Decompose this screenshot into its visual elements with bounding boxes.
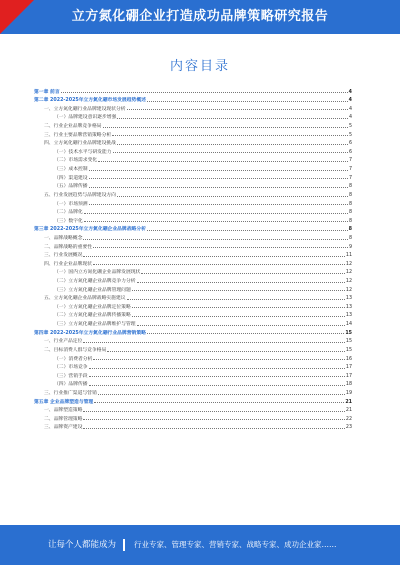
toc-leader-dots <box>89 187 348 188</box>
toc-leader-dots <box>147 101 348 102</box>
toc-entry-title: （二）立方氮化硼企业品牌竞争力分析 <box>54 279 136 285</box>
toc-leader-dots <box>83 411 345 412</box>
toc-entry[interactable] <box>34 284 352 293</box>
toc-page-number: 8 <box>348 227 352 233</box>
toc-entry-title: 三、品牌资产建设 <box>44 425 83 431</box>
toc-page-number: 13 <box>345 304 352 310</box>
toc-page-number: 4 <box>348 89 352 95</box>
toc-page-number: 17 <box>345 373 352 379</box>
toc-entry[interactable] <box>34 250 352 259</box>
toc-entry-title: 三、行业主要品牌营销策略分析 <box>44 132 112 138</box>
toc-page-number: 4 <box>348 115 352 121</box>
toc-page-number: 13 <box>345 313 352 319</box>
toc-entry[interactable] <box>34 353 352 362</box>
toc-leader-dots <box>103 127 348 128</box>
toc-entry-title: 第一章 前言 <box>34 89 60 95</box>
toc-leader-dots <box>84 221 348 222</box>
toc-entry-title: 二、目标消费人群与竞争格局 <box>44 347 107 353</box>
toc-leader-dots <box>132 316 345 317</box>
toc-page-number: 11 <box>345 253 352 259</box>
toc-page-number: 7 <box>348 158 352 164</box>
footer-tagline: 行业专家、管理专家、营销专家、战略专家、成功企业家…… <box>134 540 337 549</box>
toc-page-number: 9 <box>348 244 352 250</box>
toc-entry-title: 二、品牌战略的重要性 <box>44 244 92 250</box>
toc-entry[interactable] <box>34 301 352 310</box>
toc-entry[interactable] <box>34 344 352 353</box>
toc-entry[interactable] <box>34 379 352 388</box>
toc-page-number: 22 <box>345 416 352 422</box>
toc-leader-dots <box>83 256 345 257</box>
toc-page-number: 8 <box>348 235 352 241</box>
toc-entry[interactable] <box>34 103 352 112</box>
toc-entry-title: 一、品牌塑造策略 <box>44 408 83 414</box>
toc-leader-dots <box>127 299 345 300</box>
toc-leader-dots <box>107 351 345 352</box>
toc-page-number: 23 <box>345 425 352 431</box>
toc-leader-dots <box>93 264 345 265</box>
toc-entry[interactable] <box>34 241 352 250</box>
footer-lead-text: 让每个人都能成为 <box>48 540 117 550</box>
toc-heading: 内容目录 <box>169 59 230 74</box>
toc-entry[interactable] <box>34 95 352 104</box>
toc-entry-title: （一）市场预测 <box>54 201 88 207</box>
toc-entry-title: 一、行业产品定位 <box>44 339 83 345</box>
toc-entry-title: 一、立方氮化硼行业品牌建设现状分析 <box>44 106 126 112</box>
toc-leader-dots <box>93 247 348 248</box>
toc-entry-title: （三）数字化 <box>54 218 83 224</box>
toc-entry[interactable] <box>34 138 352 147</box>
toc-leader-dots <box>132 290 345 291</box>
toc-page-number: 8 <box>348 192 352 198</box>
toc-leader-dots <box>147 333 344 334</box>
toc-entry[interactable] <box>34 172 352 181</box>
toc-page-number: 6 <box>348 141 352 147</box>
toc-leader-dots <box>89 368 345 369</box>
toc-page-number: 4 <box>348 106 352 112</box>
toc-entry-title: （三）营销手段 <box>54 373 88 379</box>
toc-entry-title: （二）立方氮化硼企业品牌传播策略 <box>54 313 131 319</box>
toc-entry[interactable] <box>34 215 352 224</box>
toc-entry[interactable] <box>34 413 352 422</box>
toc-entry[interactable] <box>34 293 352 302</box>
toc-entry[interactable] <box>34 387 352 396</box>
toc-entry-title: 五、立方氮化硼企业品牌战略实施建议 <box>44 296 126 302</box>
toc-entry-title: 五、行业发展趋势与品牌建设方向 <box>44 192 116 198</box>
toc-entry[interactable] <box>34 258 352 267</box>
toc-entry[interactable] <box>34 224 352 233</box>
toc-entry-title: 第三章 2022-2025年立方氮化硼企业品牌战略分析 <box>34 227 146 233</box>
toc-leader-dots <box>84 213 348 214</box>
toc-page-number: 8 <box>348 184 352 190</box>
toc-leader-dots <box>117 196 348 197</box>
toc-leader-dots <box>83 419 345 420</box>
toc-page-number: 5 <box>348 132 352 138</box>
toc-entry-title: 第四章 2022-2025年立方氮化硼行业品牌营销策略 <box>34 330 146 336</box>
toc-entry-title: 三、行业发展概况 <box>44 253 83 259</box>
toc-entry-title: 二、品牌管理策略 <box>44 416 83 422</box>
toc-leader-dots <box>137 325 345 326</box>
toc-entry[interactable] <box>34 422 352 431</box>
toc-entry-title: （三）立方氮化硼企业品牌维护与管理 <box>54 322 136 328</box>
toc-leader-dots <box>83 342 345 343</box>
toc-leader-dots <box>89 178 348 179</box>
toc-entry-title: （一）技术水平与研发能力 <box>54 149 112 155</box>
report-title: 立方氮化硼企业打造成功品牌策略研究报告 <box>71 9 329 24</box>
toc-page-number: 8 <box>348 210 352 216</box>
toc-entry[interactable] <box>34 86 352 95</box>
toc-entry-title: （一）品牌建设意识逐步增强 <box>54 115 117 121</box>
toc-page-number: 21 <box>345 399 352 405</box>
toc-page-number: 6 <box>348 149 352 155</box>
toc-entry-title: 第二章 2022-2025年立方氮化硼市场发展趋势概述 <box>34 98 146 104</box>
toc-entry[interactable] <box>34 396 352 405</box>
toc-entry-title: （四）渠道建设 <box>54 175 88 181</box>
toc-entry-title: （三）成本控制 <box>54 167 88 173</box>
toc-leader-dots <box>94 402 344 403</box>
toc-leader-dots <box>112 135 348 136</box>
toc-page-number: 4 <box>348 98 352 104</box>
toc-entry-title: （三）立方氮化硼企业品牌管理问题 <box>54 287 131 293</box>
toc-entry-title: （一）立方氮化硼企业品牌定位策略 <box>54 304 131 310</box>
toc-page-number: 12 <box>345 270 352 276</box>
toc-page-number: 13 <box>345 296 352 302</box>
toc-leader-dots <box>83 428 345 429</box>
toc-entry-title: 一、品牌战略概念 <box>44 235 83 241</box>
toc-leader-dots <box>98 394 345 395</box>
toc-leader-dots <box>89 170 348 171</box>
toc-entry-title: （二）市场需求变化 <box>54 158 98 164</box>
toc-leader-dots <box>147 230 348 231</box>
toc-page-number: 7 <box>348 175 352 181</box>
toc-page-number: 8 <box>348 201 352 207</box>
toc-entry[interactable] <box>34 129 352 138</box>
toc-leader-dots <box>113 152 348 153</box>
toc-page-number: 17 <box>345 365 352 371</box>
toc-leader-dots <box>137 282 345 283</box>
toc-page-number: 8 <box>348 218 352 224</box>
toc-leader-dots <box>89 376 345 377</box>
toc-leader-dots <box>89 204 348 205</box>
toc-page-number: 18 <box>345 382 352 388</box>
toc-leader-dots <box>117 118 348 119</box>
toc-entry[interactable] <box>34 362 352 371</box>
toc-leader-dots <box>132 307 345 308</box>
toc-page-number: 14 <box>345 322 352 328</box>
toc-page-number: 15 <box>345 347 352 353</box>
toc-page-number: 19 <box>345 390 352 396</box>
toc-entry-title: 三、行业推广渠道与营销 <box>44 390 97 396</box>
toc-page-number: 12 <box>345 279 352 285</box>
toc-entry-title: 四、行业企业品牌现状 <box>44 261 92 267</box>
toc-leader-dots <box>89 385 345 386</box>
toc-page-number: 12 <box>345 261 352 267</box>
toc-entry[interactable] <box>34 310 352 319</box>
toc-entry-title: （五）品牌传播 <box>54 184 88 190</box>
toc-leader-dots <box>117 144 348 145</box>
toc-entry[interactable] <box>34 267 352 276</box>
toc-leader-dots <box>141 273 345 274</box>
toc-leader-dots <box>98 161 348 162</box>
page-header <box>0 0 400 34</box>
toc-entry-title: （四）品牌传播 <box>54 382 88 388</box>
toc-entry-title: （二）品牌化 <box>54 210 83 216</box>
footer-divider <box>123 539 125 551</box>
toc-page-number: 15 <box>345 330 352 336</box>
toc-entry-title: （一）消费者分析 <box>54 356 93 362</box>
toc-leader-dots <box>93 359 345 360</box>
toc-entry[interactable] <box>34 318 352 327</box>
toc-page-number: 21 <box>345 408 352 414</box>
toc-page-number: 15 <box>345 339 352 345</box>
toc-entry[interactable] <box>34 336 352 345</box>
toc-entry[interactable] <box>34 370 352 379</box>
toc-entry-title: （一）国内立方氮化硼企业品牌发展现状 <box>54 270 141 276</box>
toc-entry-title: 第五章 企业品牌塑造与管理 <box>34 399 94 405</box>
toc-entry[interactable] <box>34 181 352 190</box>
toc-entry[interactable] <box>34 163 352 172</box>
toc-entry[interactable] <box>34 275 352 284</box>
toc-page-number: 7 <box>348 167 352 173</box>
toc-entry[interactable] <box>34 112 352 121</box>
toc-entry[interactable] <box>34 232 352 241</box>
toc-leader-dots <box>127 109 348 110</box>
toc-page-number: 5 <box>348 124 352 130</box>
toc-entry[interactable] <box>34 146 352 155</box>
toc-entry[interactable] <box>34 155 352 164</box>
toc-entry[interactable] <box>34 198 352 207</box>
toc-entry[interactable] <box>34 327 352 336</box>
toc-entry[interactable] <box>34 405 352 414</box>
toc-entry-title: （二）市场竞争 <box>54 365 88 371</box>
page-footer <box>0 525 400 565</box>
toc-entry[interactable] <box>34 189 352 198</box>
toc-page-number: 16 <box>345 356 352 362</box>
toc-entry[interactable] <box>34 207 352 216</box>
toc-leader-dots <box>83 239 348 240</box>
toc-entry-title: 二、行业企业品牌竞争格局 <box>44 124 102 130</box>
toc-entry[interactable] <box>34 120 352 129</box>
toc-leader-dots <box>61 92 348 93</box>
toc-entry-title: 四、立方氮化硼行业品牌建设挑战 <box>44 141 116 147</box>
toc-page-number: 12 <box>345 287 352 293</box>
table-of-contents <box>34 86 352 430</box>
